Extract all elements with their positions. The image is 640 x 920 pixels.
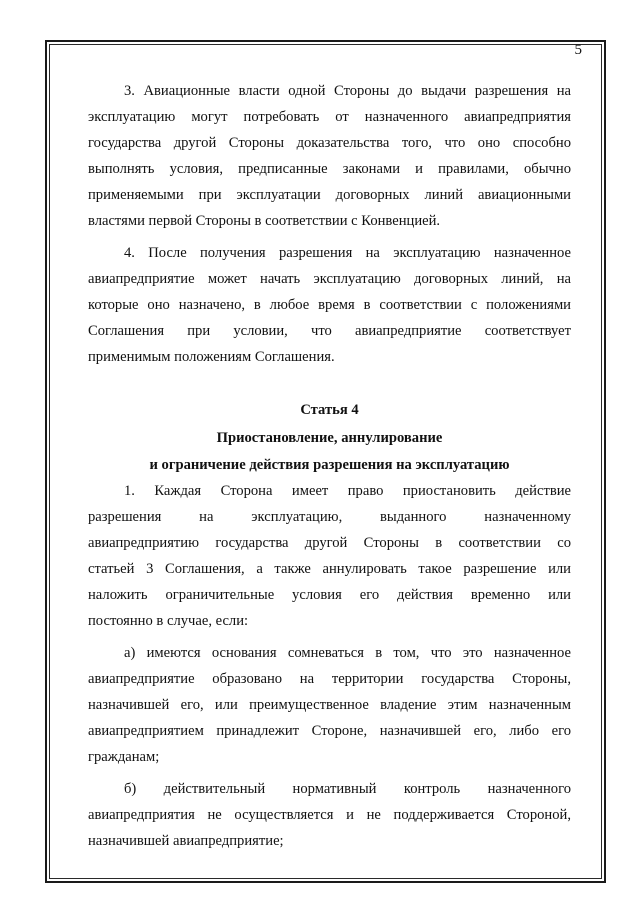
paragraph-3	[88, 78, 571, 234]
paragraph-line: выполнять условия, предписанные законами и правилами, обычно	[88, 161, 571, 177]
paragraph-line: постоянно в случае, если:	[88, 613, 249, 629]
article-title-line-2: и ограничение действия разрешения на эксплуатацию	[149, 457, 510, 473]
paragraph-line: назначившей его, или преимущественное владение этим назначенным	[88, 697, 571, 713]
article-4-subitem-a	[88, 640, 571, 770]
paragraph-line: применяемыми при эксплуатации договорных линий авиационными	[88, 187, 571, 203]
paragraph-line: авиапредприятие может начать эксплуатацию договорных линий, на	[88, 271, 571, 287]
paragraph-line: авиапредприятием принадлежит Стороне, назначившей его, либо его	[88, 723, 571, 739]
paragraph-line: авиапредприятию государства другой Стороны в соответствии со	[88, 535, 571, 551]
paragraph-line: властями первой Стороны в соответствии с Конвенцией.	[88, 213, 441, 229]
paragraph-line: гражданам;	[88, 749, 160, 765]
article-heading	[88, 396, 571, 478]
paragraph-line: разрешения на эксплуатацию, выданного назначенному	[88, 509, 571, 525]
paragraph-line: Соглашения при условии, что авиапредприятие соответствует	[88, 323, 571, 339]
article-4-item-1	[88, 478, 571, 634]
document-body	[88, 78, 571, 860]
paragraph-line: государства другой Стороны доказательства того, что оно способно	[88, 135, 571, 151]
paragraph-line: назначившей авиапредприятие;	[88, 833, 284, 849]
paragraph-4	[88, 240, 571, 370]
paragraph-line: 1. Каждая Сторона имеет право приостановить действие	[124, 483, 571, 499]
paragraph-line: а) имеются основания сомневаться в том, что это назначенное	[124, 645, 571, 661]
article-4-subitem-b	[88, 776, 571, 854]
paragraph-line: авиапредприятие образовано на территории государства Стороны,	[88, 671, 571, 687]
paragraph-line: которые оно назначено, в любое время в соответствии с положениями	[88, 297, 571, 313]
page-number: 5	[574, 42, 582, 58]
paragraph-line: б) действительный нормативный контроль назначенного	[124, 781, 571, 797]
paragraph-line: 4. После получения разрешения на эксплуатацию назначенное	[124, 245, 571, 261]
paragraph-line: 3. Авиационные власти одной Стороны до выдачи разрешения на	[124, 83, 571, 99]
paragraph-line: эксплуатацию могут потребовать от назначенного авиапредприятия	[88, 109, 571, 125]
article-number: Статья 4	[300, 402, 359, 418]
paragraph-line: авиапредприятия не осуществляется и не поддерживается Стороной,	[88, 807, 571, 823]
paragraph-line: применимым положениям Соглашения.	[88, 349, 335, 365]
paragraph-line: наложить ограничительные условия его действия временно или	[88, 587, 571, 603]
article-title-line-1: Приостановление, аннулирование	[216, 430, 443, 446]
paragraph-line: статьей 3 Соглашения, а также аннулировать такое разрешение или	[88, 561, 571, 577]
